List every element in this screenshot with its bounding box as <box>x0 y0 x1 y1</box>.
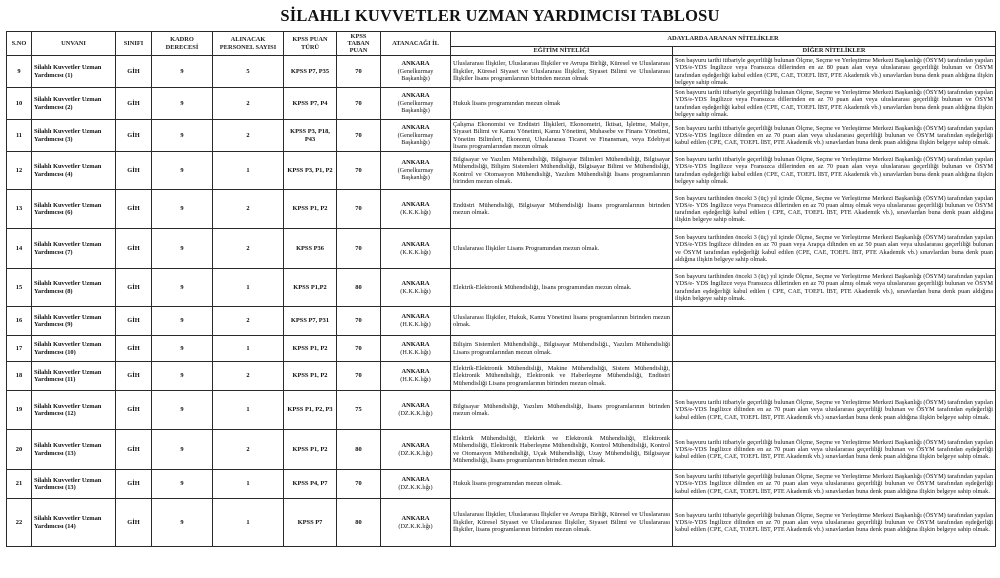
cell-sno: 22 <box>7 499 32 547</box>
cell-atanacagi-il <box>381 88 451 120</box>
table-row <box>7 229 996 269</box>
cell-atanacagi-il <box>381 120 451 152</box>
cell-kadro-derecesi: 9 <box>152 229 213 269</box>
cell-sno: 17 <box>7 336 32 362</box>
cell-personel-sayisi: 1 <box>213 391 284 430</box>
cell-kadro-derecesi: 9 <box>152 56 213 88</box>
cell-egitim-niteligi: Endüstri Mühendisliği, Bilgisayar Mühendisliği lisans programlarının birinden mezun olmak. <box>451 190 673 229</box>
header-atanacagi-il: ATANACAĞI İL <box>381 32 451 56</box>
cell-egitim-niteligi: Uluslararası İlişkiler, Uluslararası İlişkiler ve Avrupa Birliği, Küresel ve Uluslararası İlişkiler, Küresel Siyaset ve Uluslararası İlişkiler, Siyaset Bilimi ve Uluslararası İlişkiler lisans programlarının birinden mezun olmak <box>451 56 673 88</box>
header-diger-nitelikler: DİĞER NİTELİKLER <box>673 47 996 56</box>
table-row <box>7 120 996 152</box>
unit-name: (DZ.K.K.lığı) <box>398 449 433 457</box>
cell-personel-sayisi: 1 <box>213 152 284 190</box>
cell-unvani: Silahlı Kuvvetler Uzman Yardımcısı (14) <box>32 499 116 547</box>
cell-egitim-niteligi: Çalışma Ekonomisi ve Endüstri İlişkileri, Ekonometri, İktisat, İşletme, Maliye, Siyaset Bilimi ve Kamu Yönetimi, Kamu Yönetimi, Muhasebe ve Finans Yönetimi, Yönetim Bilimleri, Ekonomi, Uluslararası Ticaret ve Finansman, veya Edebiyat lisans programlarından mezun olmak <box>451 120 673 152</box>
cell-kpss-puan-turu: KPSS P3, P1, P2 <box>284 152 337 190</box>
cell-unvani: Silahlı Kuvvetler Uzman Yardımcısı (3) <box>32 120 116 152</box>
header-kpss-puan-turu: KPSS PUAN TÜRÜ <box>284 32 337 56</box>
cell-diger-nitelikler: Son başvuru tarihi itibariyle geçerliliği bulunan Ölçme, Seçme ve Yerleştirme Merkezi Başkanlığı (ÖSYM) tarafından yapılan YDS/e-YDS İngilizce dilinden en az 70 puan alan veya uluslararası geçerliliği bulunan ve ÖSYM tarafından eşdeğerliği kabul edilen (CPE, CAE, TOEFL İBT, PTE Akademik vb.) sınavlardan buna denk puan aldığına ilişkin belgeye sahip olmak. <box>673 120 996 152</box>
city-name: ANKARA <box>401 340 430 348</box>
header-personel-sayisi: ALINACAK PERSONEL SAYISI <box>213 32 284 56</box>
cell-kadro-derecesi: 9 <box>152 120 213 152</box>
cell-diger-nitelikler: Son başvuru tarihinden önceki 3 (üç) yıl içinde Ölçme, Seçme ve Yerleştirme Merkezi Başkanlığı (ÖSYM) tarafından yapılan YDS/e- YDS İngilizce veya Fransızca dillerinden en az 70 puan almış olmak veya uluslararası geçerliliği bulunan ve ÖSYM tarafından eşdeğerliği kabul edilen ( CPE, CAE, TOEFL İBT, PTE Akademik vb.), sınavlardan buna denk puan aldığına ilişkin belgeye sahip olmak. <box>673 190 996 229</box>
cell-kadro-derecesi: 9 <box>152 362 213 391</box>
table-row <box>7 336 996 362</box>
cell-personel-sayisi: 2 <box>213 190 284 229</box>
cell-personel-sayisi: 2 <box>213 88 284 120</box>
cell-kpss-puan-turu: KPSS P1, P2 <box>284 190 337 229</box>
cell-personel-sayisi: 1 <box>213 336 284 362</box>
cell-atanacagi-il <box>381 430 451 470</box>
cell-egitim-niteligi: Elektrik-Elektronik Mühendisliği, lisans programından mezun olmak. <box>451 269 673 307</box>
cell-kpss-puan-turu: KPSS P4, P7 <box>284 470 337 499</box>
cell-egitim-niteligi: Hukuk lisans programından mezun olmak. <box>451 470 673 499</box>
cell-sno: 19 <box>7 391 32 430</box>
city-name: ANKARA <box>401 201 430 209</box>
cell-atanacagi-il <box>381 229 451 269</box>
header-unvani: UNVANI <box>32 32 116 56</box>
cell-diger-nitelikler: Son başvuru tarihi itibariyle geçerliliği bulunan Ölçme, Seçme ve Yerleştirme Merkezi Başkanlığı (ÖSYM) tarafından yapılan YDS/e-YDS İngilizce veya Fransızca dillerinden en az 70 puan alan veya uluslararası geçerliliği bulunan ve ÖSYM tarafından eşdeğerliği kabul edilen (CPE, CAE, TOEFL İBT, PTE Akademik vb.) sınavlardan buna denk puan aldığına ilişkin belgeye sahip olmak. <box>673 152 996 190</box>
cell-unvani: Silahlı Kuvvetler Uzman Yardımcısı (1) <box>32 56 116 88</box>
cell-atanacagi-il <box>381 152 451 190</box>
cell-unvani: Silahlı Kuvvetler Uzman Yardımcısı (13) <box>32 470 116 499</box>
cell-egitim-niteligi: Hukuk lisans programından mezun olmak <box>451 88 673 120</box>
cell-atanacagi-il <box>381 190 451 229</box>
cell-unvani: Silahlı Kuvvetler Uzman Yardımcısı (7) <box>32 229 116 269</box>
cell-sno: 9 <box>7 56 32 88</box>
unit-name: (K.K.K.lığı) <box>400 209 431 216</box>
city-name: ANKARA <box>401 159 430 167</box>
cell-sinifi: GİH <box>116 470 152 499</box>
cell-diger-nitelikler: Son başvuru tarihinden önceki 3 (üç) yıl içinde Ölçme, Seçme ve Yerleştirme Merkezi Başkanlığı (ÖSYM) tarafından yapılan YDS/e- YDS İngilizce veya Fransızca dillerinden en az 70 puan almış olmak veya uluslararası geçerliliği bulunan ve ÖSYM tarafından eşdeğerliği kabul edilen ( CPE, CAE, TOEFL İBT, PTE Akademik vb.), sınavlardan buna denk puan aldığına ilişkin belgeye sahip olmak. <box>673 269 996 307</box>
cell-kpss-puan-turu: KPSS P7, P35 <box>284 56 337 88</box>
cell-kpss-taban-puan: 70 <box>337 362 381 391</box>
cell-personel-sayisi: 1 <box>213 269 284 307</box>
cell-unvani: Silahlı Kuvvetler Uzman Yardımcısı (11) <box>32 362 116 391</box>
cell-sinifi: GİH <box>116 229 152 269</box>
cell-kadro-derecesi: 9 <box>152 470 213 499</box>
cell-kpss-taban-puan: 80 <box>337 499 381 547</box>
cell-egitim-niteligi: Uluslararası İlişkiler, Uluslararası İlişkiler ve Avrupa Birliği, Küresel ve Uluslararası İlişkiler, Küresel Siyaset ve Uluslararası İlişkiler, Siyaset Bilimi ve Uluslararası İlişkiler, lisans programlarının birinden mezun olmak. <box>451 499 673 547</box>
cell-kpss-puan-turu: KPSS P1,P2 <box>284 269 337 307</box>
unit-name: (H.K.K.lığı) <box>400 321 431 328</box>
cell-personel-sayisi: 5 <box>213 56 284 88</box>
header-kpss-taban-puan: KPSS TABAN PUAN <box>337 32 381 56</box>
cell-unvani: Silahlı Kuvvetler Uzman Yardımcısı (6) <box>32 190 116 229</box>
cell-diger-nitelikler: Son başvuru tarihi itibariyle geçerliliği bulunan Ölçme, Seçme ve Yerleştirme Merkezi Başkanlığı (ÖSYM) tarafından yapılan YDS/e-YDS İngilizce dilinden en az 70 puan alan veya uluslararası geçerliliği bulunan ve ÖSYM tarafından eşdeğerliği kabul edilen (CPE, CAE, TOEFL İBT, PTE Akademik vb.) sınavlardan buna denk puan aldığına ilişkin belgeye sahip olmak. <box>673 430 996 470</box>
cell-kadro-derecesi: 9 <box>152 307 213 336</box>
unit-name: (Genelkurmay Başkanlığı) <box>397 99 434 115</box>
unit-name: (DZ.K.K.lığı) <box>398 522 433 530</box>
cell-sinifi: GİH <box>116 269 152 307</box>
unit-name: (K.K.K.lığı) <box>400 287 431 295</box>
cell-sno: 12 <box>7 152 32 190</box>
cell-sno: 10 <box>7 88 32 120</box>
cell-sno: 16 <box>7 307 32 336</box>
cell-personel-sayisi: 2 <box>213 362 284 391</box>
table-header <box>7 32 996 56</box>
cell-diger-nitelikler: Son başvuru tarihi itibariyle geçerliliği bulunan Ölçme, Seçme ve Yerleştirme Merkezi Başkanlığı (ÖSYM) tarafından yapılan YDS/e-YDS İngilizce veya Fransızca dillerinden en az 80 puan alan veya uluslararası geçerliliği bulunan ve ÖSYM tarafından eşdeğerliği kabul edilen (CPE, CAE, TOEFL İBT, PTE Akademik vb.) sınavlardan buna denk puan aldığına ilişkin belgeye sahip olmak. <box>673 56 996 88</box>
cell-egitim-niteligi: Bilgisayar Mühendisliği, Yazılım Mühendisliği, lisans programlarının birinden mezun olmak. <box>451 391 673 430</box>
header-kadro-derecesi: KADRO DERECESİ <box>152 32 213 56</box>
cell-atanacagi-il <box>381 269 451 307</box>
cell-kadro-derecesi: 9 <box>152 269 213 307</box>
cell-egitim-niteligi: Bilişim Sistemleri Mühendisliği., Bilgisayar Mühendisliği., Yazılım Mühendisliği Lisans programlarından mezun olmak. <box>451 336 673 362</box>
table-row <box>7 499 996 547</box>
cell-kpss-taban-puan: 80 <box>337 430 381 470</box>
cell-egitim-niteligi: Elektrik Mühendisliği, Elektrik ve Elektronik Mühendisliği, Elektronik Mühendisliği, Elektronik Haberleşme Mühendisliği, Kontrol Mühendisliği, Kontrol ve Otomasyon Mühendisliği, Uçak Mühendisliği, Uzay Mühendisliği, Bilgisayar Mühendisliği, lisans programlarının birinden mezun olmak. <box>451 430 673 470</box>
cell-egitim-niteligi: Uluslararası İlişkiler, Hukuk, Kamu Yönetimi lisans programlarının birinden mezun olmak. <box>451 307 673 336</box>
cell-diger-nitelikler <box>673 307 996 336</box>
unit-name: (DZ.K.K.lığı) <box>398 484 433 491</box>
cell-atanacagi-il <box>381 470 451 499</box>
unit-name: (Genelkurmay Başkanlığı) <box>397 67 434 83</box>
cell-egitim-niteligi: Uluslararası İlişkiler Lisans Programından mezun olmak. <box>451 229 673 269</box>
cell-kadro-derecesi: 9 <box>152 430 213 470</box>
cell-diger-nitelikler: Son başvuru tarihi itibariyle geçerliliği bulunan Ölçme, Seçme ve Yerleştirme Merkezi Başkanlığı (ÖSYM) tarafından yapılan YDS/e-YDS İngilizce dilinden en az 70 puan alan veya uluslararası geçerliliği bulunan ve ÖSYM tarafından eşdeğerliği kabul edilen (CPE, CAE, TOEFL İBT, PTE Akademik vb.) sınavlardan buna denk puan aldığına ilişkin belgeye sahip olmak. <box>673 391 996 430</box>
table-row <box>7 269 996 307</box>
cell-unvani: Silahlı Kuvvetler Uzman Yardımcısı (13) <box>32 430 116 470</box>
unit-name: (DZ.K.K.lığı) <box>398 410 433 417</box>
cell-unvani: Silahlı Kuvvetler Uzman Yardımcısı (4) <box>32 152 116 190</box>
city-name: ANKARA <box>401 368 430 376</box>
table-row <box>7 56 996 88</box>
cell-personel-sayisi: 2 <box>213 120 284 152</box>
cell-kadro-derecesi: 9 <box>152 336 213 362</box>
table-row <box>7 152 996 190</box>
city-name: ANKARA <box>401 441 430 449</box>
cell-sinifi: GİH <box>116 362 152 391</box>
header-sno: S.NO <box>7 32 32 56</box>
cell-sinifi: GİH <box>116 56 152 88</box>
unit-name: (Genelkurmay Başkanlığı) <box>397 131 434 147</box>
cell-atanacagi-il <box>381 336 451 362</box>
table-body <box>7 56 996 547</box>
unit-name: (Genelkurmay Başkanlığı) <box>397 166 434 182</box>
cell-kadro-derecesi: 9 <box>152 499 213 547</box>
city-name: ANKARA <box>401 279 430 287</box>
unit-name: (K.K.K.lığı) <box>400 248 431 256</box>
table-row <box>7 430 996 470</box>
cell-kpss-puan-turu: KPSS P7, P31 <box>284 307 337 336</box>
cell-unvani: Silahlı Kuvvetler Uzman Yardımcısı (9) <box>32 307 116 336</box>
cell-personel-sayisi: 2 <box>213 307 284 336</box>
table-row <box>7 362 996 391</box>
cell-kadro-derecesi: 9 <box>152 190 213 229</box>
table-row <box>7 88 996 120</box>
document-title: SİLAHLI KUVVETLER UZMAN YARDIMCISI TABLOSU <box>280 6 720 25</box>
cell-atanacagi-il <box>381 499 451 547</box>
table-row <box>7 307 996 336</box>
cell-kpss-taban-puan: 70 <box>337 152 381 190</box>
cell-personel-sayisi: 1 <box>213 470 284 499</box>
cell-sinifi: GİH <box>116 430 152 470</box>
cell-kpss-puan-turu: KPSS P36 <box>284 229 337 269</box>
unit-name: (H.K.K.lığı) <box>400 348 431 356</box>
cell-personel-sayisi: 1 <box>213 499 284 547</box>
cell-kpss-puan-turu: KPSS P1, P2 <box>284 430 337 470</box>
cell-unvani: Silahlı Kuvvetler Uzman Yardımcısı (12) <box>32 391 116 430</box>
cell-sno: 20 <box>7 430 32 470</box>
cell-kadro-derecesi: 9 <box>152 152 213 190</box>
cell-kpss-puan-turu: KPSS P1, P2, P3 <box>284 391 337 430</box>
cell-sno: 14 <box>7 229 32 269</box>
cell-sinifi: GİH <box>116 391 152 430</box>
city-name: ANKARA <box>401 402 430 410</box>
cell-sno: 21 <box>7 470 32 499</box>
cell-sno: 18 <box>7 362 32 391</box>
cell-diger-nitelikler <box>673 362 996 391</box>
cell-sno: 13 <box>7 190 32 229</box>
table-row <box>7 190 996 229</box>
cell-kpss-taban-puan: 70 <box>337 470 381 499</box>
cell-diger-nitelikler: Son başvuru tarihi itibariyle geçerliliği bulunan Ölçme, Seçme ve Yerleştirme Merkezi Başkanlığı (ÖSYM) tarafından yapılan YDS/e-YDS İngilizce dilinden en az 70 puan alan veya uluslararası geçerliliği bulunan ve ÖSYM tarafından eşdeğerliği kabul edilen (CPE, CAE, TOEFL İBT, PTE Akademik vb.) sınavlardan buna denk puan aldığına ilişkin belgeye sahip olmak. <box>673 470 996 499</box>
cell-kadro-derecesi: 9 <box>152 88 213 120</box>
cell-kpss-taban-puan: 70 <box>337 336 381 362</box>
city-name: ANKARA <box>401 240 430 248</box>
cell-kpss-puan-turu: KPSS P7, P4 <box>284 88 337 120</box>
city-name: ANKARA <box>401 313 430 321</box>
cell-kpss-puan-turu: KPSS P3, P18, P43 <box>284 120 337 152</box>
cell-sinifi: GİH <box>116 307 152 336</box>
cell-kpss-taban-puan: 70 <box>337 56 381 88</box>
cell-diger-nitelikler <box>673 336 996 362</box>
positions-table <box>6 31 996 547</box>
city-name: ANKARA <box>401 514 430 522</box>
cell-kpss-taban-puan: 70 <box>337 229 381 269</box>
cell-kpss-puan-turu: KPSS P1, P2 <box>284 336 337 362</box>
cell-atanacagi-il <box>381 307 451 336</box>
cell-personel-sayisi: 2 <box>213 430 284 470</box>
cell-kpss-taban-puan: 70 <box>337 190 381 229</box>
cell-unvani: Silahlı Kuvvetler Uzman Yardımcısı (2) <box>32 88 116 120</box>
cell-atanacagi-il <box>381 56 451 88</box>
cell-diger-nitelikler: Son başvuru tarihi itibariyle geçerliliği bulunan Ölçme, Seçme ve Yerleştirme Merkezi Başkanlığı (ÖSYM) tarafından yapılan YDS/e-YDS İngilizce dilinden en az 70 puan alan veya uluslararası geçerliliği bulunan ve ÖSYM tarafından eşdeğerliği kabul edilen (CPE, CAE, TOEFL İBT, PTE Akademik vb.) sınavlardan buna denk puan aldığına ilişkin belgeye sahip olmak. <box>673 499 996 547</box>
cell-atanacagi-il <box>381 362 451 391</box>
cell-kpss-taban-puan: 70 <box>337 120 381 152</box>
cell-egitim-niteligi: Elektrik-Elektronik Mühendisliği, Makine Mühendisliği, Sistem Mühendisliği, Elektronik Mühendisliği, Elektronik ve Haberleşme Mühendisliği, Endüstri Mühendisliği Lisans programlarının birinden mezun olmak. <box>451 362 673 391</box>
cell-diger-nitelikler: Son başvuru tarihi itibariyle geçerliliği bulunan Ölçme, Seçme ve Yerleştirme Merkezi Başkanlığı (ÖSYM) tarafından yapılan YDS/e-YDS İngilizce veya Fransızca dillerinden en az 70 puan alan veya uluslararası geçerliliği bulunan ve ÖSYM tarafından eşdeğerliği kabul edilen (CPE, CAE, TOEFL İBT, PTE Akademik vb.) sınavlardan buna denk puan aldığına ilişkin belgeye sahip olmak. <box>673 88 996 120</box>
cell-kpss-taban-puan: 75 <box>337 391 381 430</box>
header-egitim-niteligi: EĞİTİM NİTELİĞİ <box>451 47 673 56</box>
cell-egitim-niteligi: Bilgisayar ve Yazılım Mühendisliği, Bilgisayar Bilimleri Mühendisliği, Bilgisayar Mühendisliği, Bilişim Sistemleri Mühendisliği, Bilgisayar Bilimi ve Mühendisliği, Kontrol ve Otomasyon Mühendisliği, Yazılım Mühendisliği lisans programlarının birinden mezun olmak. <box>451 152 673 190</box>
cell-sno: 11 <box>7 120 32 152</box>
cell-unvani: Silahlı Kuvvetler Uzman Yardımcısı (10) <box>32 336 116 362</box>
table-row <box>7 470 996 499</box>
cell-kpss-taban-puan: 70 <box>337 88 381 120</box>
cell-personel-sayisi: 2 <box>213 229 284 269</box>
city-name: ANKARA <box>401 60 430 68</box>
header-nitelikler-group: ADAYLARDA ARANAN NİTELİKLER <box>451 32 996 47</box>
city-name: ANKARA <box>401 92 430 100</box>
cell-sinifi: GİH <box>116 336 152 362</box>
city-name: ANKARA <box>401 476 430 484</box>
header-sinifi: SINIFI <box>116 32 152 56</box>
cell-sinifi: GİH <box>116 499 152 547</box>
cell-kadro-derecesi: 9 <box>152 391 213 430</box>
cell-sinifi: GİH <box>116 152 152 190</box>
cell-sinifi: GİH <box>116 190 152 229</box>
city-name: ANKARA <box>401 124 430 132</box>
cell-kpss-puan-turu: KPSS P1, P2 <box>284 362 337 391</box>
cell-unvani: Silahlı Kuvvetler Uzman Yardımcısı (8) <box>32 269 116 307</box>
cell-kpss-puan-turu: KPSS P7 <box>284 499 337 547</box>
cell-atanacagi-il <box>381 391 451 430</box>
cell-sinifi: GİH <box>116 120 152 152</box>
cell-sinifi: GİH <box>116 88 152 120</box>
cell-kpss-taban-puan: 80 <box>337 269 381 307</box>
table-row <box>7 391 996 430</box>
cell-kpss-taban-puan: 70 <box>337 307 381 336</box>
cell-diger-nitelikler: Son başvuru tarihinden önceki 3 (üç) yıl içinde Ölçme, Seçme ve Yerleştirme Merkezi Başkanlığı (ÖSYM) tarafından yapılan YDS/e-YDS İngilizce dilinden en az 70 puan veya Arapça dilinden en az 50 puan alan veya uluslararası geçerliliği bulunan ve ÖSYM tarafından eşdeğerliği kabul edilen (CPE, CAE, TOEFL İBT, PTE Akademik vb.) sınavlardan buna denk puan aldığına ilişkin belgeye sahip olmak. <box>673 229 996 269</box>
cell-sno: 15 <box>7 269 32 307</box>
unit-name: (H.K.K.lığı) <box>400 376 431 383</box>
